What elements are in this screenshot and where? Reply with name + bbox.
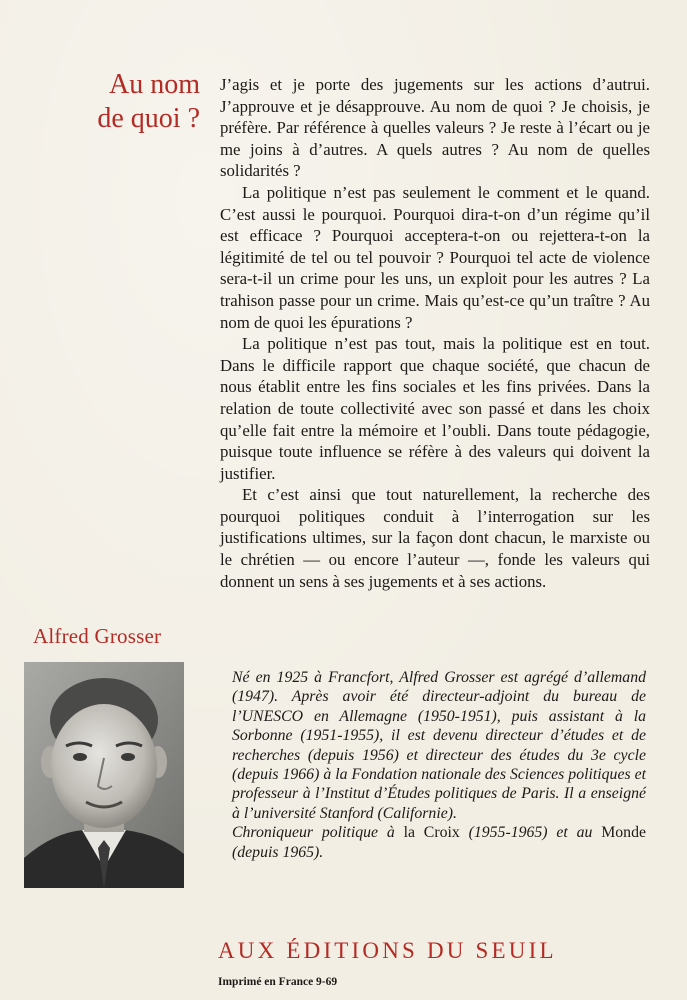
- cover-title-line-1: Au nom: [109, 69, 200, 100]
- cover-title: [60, 68, 200, 136]
- author-name: Alfred Grosser: [33, 624, 162, 648]
- bio-p2-text-2: (1955-1965) et au: [459, 824, 602, 842]
- bio-p2-text-1: Chroniqueur politique à: [232, 824, 404, 842]
- author-biography: [232, 668, 646, 862]
- bio-p2-text-3: (depuis 1965).: [232, 843, 324, 861]
- blurb-text: [220, 74, 650, 592]
- blurb-paragraph-3: La politique n’est pas tout, mais la politique est en tout. Dans le difficile rapport que chaque société, que chacun de nous établit entre les fins sociales et les fins privées. Dans la relation de toute collectivité avec son passé et dans les choix qu’elle fait entre la mémoire et l’oubli. Dans toute pédagogie, puisque toute influence se réfère à des valeurs qui doivent la justifier.: [220, 334, 650, 483]
- bio-paragraph-1: Né en 1925 à Francfort, Alfred Grosser est agrégé d’allemand (1947). Après avoir été directeur-adjoint du bureau de l’UNESCO en Allemagne (1950-1951), puis assistant à la Sorbonne (1951-1955), il est devenu directeur d’études et de recherches (depuis 1956) et directeur des études du 3e cycle (depuis 1966) à la Fondation nationale des Sciences politiques et professeur à l’Institut d’Études politiques de Paris. Il a enseigné à l’université Stanford (Californie).: [232, 669, 646, 822]
- bio-la-croix: la Croix: [403, 824, 460, 842]
- printing-note: Imprimé en France 9-69: [218, 976, 338, 988]
- cover-title-line-2: de quoi ?: [97, 103, 200, 134]
- blurb-paragraph-4: Et c’est ainsi que tout naturellement, la recherche des pourquoi politiques conduit à l’interrogation sur les justifications ultimes, sur la façon dont chacun, le marxiste ou le chrétien — ou encore l’auteur —, fonde les valeurs qui donnent un sens à ses jugements et à ses actions.: [220, 485, 650, 591]
- blurb-paragraph-2: La politique n’est pas seulement le comment et le quand. C’est aussi le pourquoi. Pourquoi dira-t-on d’un régime qu’il est efficace ? Pourquoi acceptera-t-on ou rejettera-t-on la légitimité de tel ou tel pouvoir ? Pourquoi tel acte de violence sera-t-il un crime pour les uns, un exploit pour les autres ? La trahison passe pour un crime. Mais qu’est-ce qu’un traître ? Au nom de quoi les épurations ?: [220, 182, 650, 332]
- blurb-paragraph-1: J’agis et je porte des jugements sur les actions d’autrui. J’approuve et je désapprouve. Au nom de quoi ? Je choisis, je préfère. Par référence à quelles valeurs ? Je reste à l’écart ou je me joins à d’autres. A quels autres ? Au nom de quelles solidarités ?: [220, 75, 650, 181]
- author-photo: [24, 662, 184, 888]
- publisher-imprint: AUX ÉDITIONS DU SEUIL: [218, 938, 557, 963]
- bio-le-monde: Monde: [601, 824, 646, 842]
- bio-paragraph-2: [232, 823, 646, 862]
